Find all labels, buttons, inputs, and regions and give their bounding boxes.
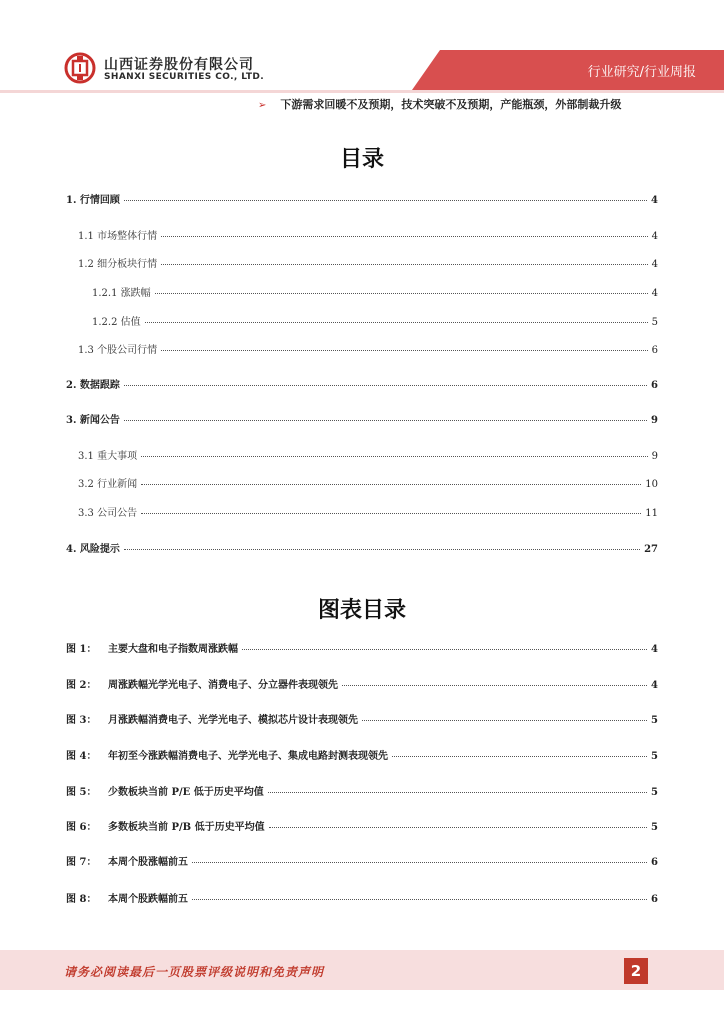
dot-leader [242, 649, 647, 650]
dot-leader [362, 720, 647, 721]
dot-leader [141, 513, 641, 514]
toc-entry[interactable] [66, 411, 658, 426]
figure-entry-page: 4 [651, 644, 658, 655]
figure-entry-page: 5 [651, 751, 658, 762]
toc-entry[interactable] [78, 447, 658, 462]
toc-entry[interactable] [92, 284, 658, 299]
toc-entry-label: 2. 数据跟踪 [66, 380, 120, 391]
figure-entry-label: 多数板块当前 P/B 低于历史平均值 [108, 822, 265, 833]
toc-entry[interactable] [78, 475, 658, 490]
figure-entry-page: 4 [651, 680, 658, 691]
toc-entry[interactable] [92, 313, 658, 328]
figure-entry-number: 图 6： [66, 822, 97, 833]
dot-leader [145, 322, 648, 323]
risk-bullet [258, 96, 698, 112]
toc-entry-label: 1.2.2 估值 [92, 317, 141, 328]
company-name-en: SHANXI SECURITIES CO., LTD. [104, 72, 265, 82]
toc-entry-label: 1. 行情回顾 [66, 195, 120, 206]
dot-leader [268, 792, 647, 793]
figure-entry[interactable] [66, 890, 658, 905]
figure-entry-label: 少数板块当前 P/E 低于历史平均值 [108, 787, 264, 798]
toc-entry-label: 3. 新闻公告 [66, 415, 120, 426]
figure-entry-page: 6 [651, 857, 658, 868]
company-name-cn: 山西证券股份有限公司 [104, 57, 254, 73]
toc-entry[interactable] [78, 504, 658, 519]
toc-entry[interactable] [66, 540, 658, 555]
figure-entry[interactable] [66, 747, 658, 762]
dot-leader [124, 200, 647, 201]
report-category: 行业研究/行业周报 [587, 65, 696, 80]
toc-entry[interactable] [78, 255, 658, 270]
toc-entry[interactable] [78, 341, 658, 356]
dot-leader [269, 827, 647, 828]
figure-entry-label: 月涨跌幅消费电子、光学光电子、模拟芯片设计表现领先 [108, 715, 358, 726]
figure-entry-label: 本周个股跌幅前五 [108, 894, 188, 905]
toc-entry-label: 4. 风险提示 [66, 544, 120, 555]
toc-entry-label: 3.3 公司公告 [78, 508, 138, 519]
toc-entry-page: 11 [645, 508, 658, 519]
toc-entry[interactable] [66, 191, 658, 206]
figure-entry-number: 图 3： [66, 715, 97, 726]
toc-entry-label: 1.1 市场整体行情 [78, 231, 158, 242]
toc-entry-label: 1.3 个股公司行情 [78, 345, 158, 356]
figure-entry-page: 5 [651, 822, 658, 833]
figure-entry[interactable] [66, 676, 658, 691]
toc-entry-label: 1.2 细分板块行情 [78, 259, 158, 270]
toc-entry-page: 10 [645, 479, 658, 490]
figure-entry-label: 周涨跌幅光学光电子、消费电子、分立器件表现领先 [108, 680, 338, 691]
figure-entry-number: 图 7： [66, 857, 97, 868]
toc-entry-page: 4 [651, 259, 658, 270]
disclaimer-text: 请务必阅读最后一页股票评级说明和免责声明 [64, 965, 325, 979]
toc-entry-page: 9 [651, 451, 658, 462]
dot-leader [161, 264, 648, 265]
figure-entry-page: 5 [651, 715, 658, 726]
figure-entry-label: 年初至今涨跌幅消费电子、光学光电子、集成电路封测表现领先 [108, 751, 388, 762]
dot-leader [124, 549, 640, 550]
toc-entry-page: 4 [651, 288, 658, 299]
dot-leader [155, 293, 648, 294]
toc-entry-label: 3.2 行业新闻 [78, 479, 138, 490]
toc-entry-page: 5 [651, 317, 658, 328]
figure-entry-number: 图 4： [66, 751, 97, 762]
figure-entry-number: 图 1： [66, 644, 97, 655]
dot-leader [392, 756, 647, 757]
figure-entry-number: 图 8： [66, 894, 97, 905]
figures-title: 图表目录 [317, 598, 406, 623]
toc-entry-page: 6 [651, 380, 658, 391]
figure-entry-number: 图 5： [66, 787, 97, 798]
header-divider [0, 90, 724, 93]
figure-entry[interactable] [66, 640, 658, 655]
dot-leader [342, 685, 647, 686]
dot-leader [124, 385, 647, 386]
toc-entry-page: 27 [644, 544, 658, 555]
toc-entry-page: 4 [651, 195, 658, 206]
figure-entry[interactable] [66, 783, 658, 798]
figure-entry-label: 本周个股涨幅前五 [108, 857, 188, 868]
figure-entry[interactable] [66, 711, 658, 726]
toc-entry-page: 4 [651, 231, 658, 242]
figure-entry-number: 图 2： [66, 680, 97, 691]
dot-leader [161, 350, 648, 351]
arrow-bullet-icon: ➢ [258, 100, 267, 111]
figure-entry[interactable] [66, 818, 658, 833]
company-logo-icon [64, 52, 96, 84]
figure-entry[interactable] [66, 853, 658, 868]
toc-entry[interactable] [78, 227, 658, 242]
dot-leader [161, 236, 648, 237]
dot-leader [124, 420, 647, 421]
toc-entry-page: 9 [651, 415, 658, 426]
toc-entry-page: 6 [651, 345, 658, 356]
dot-leader [141, 484, 641, 485]
page-header [0, 0, 724, 96]
toc-entry[interactable] [66, 376, 658, 391]
toc-entry-label: 3.1 重大事项 [78, 451, 138, 462]
figure-entry-page: 5 [651, 787, 658, 798]
figure-entry-page: 6 [651, 894, 658, 905]
toc-title: 目录 [339, 147, 384, 172]
toc-entry-label: 1.2.1 涨跌幅 [92, 288, 151, 299]
dot-leader [192, 899, 647, 900]
dot-leader [192, 862, 647, 863]
page-number: 2 [624, 958, 648, 984]
dot-leader [141, 456, 648, 457]
risk-bullet-text: 下游需求回暖不及预期，技术突破不及预期，产能瓶颈，外部制裁升级 [280, 98, 622, 111]
figure-entry-label: 主要大盘和电子指数周涨跌幅 [108, 644, 238, 655]
